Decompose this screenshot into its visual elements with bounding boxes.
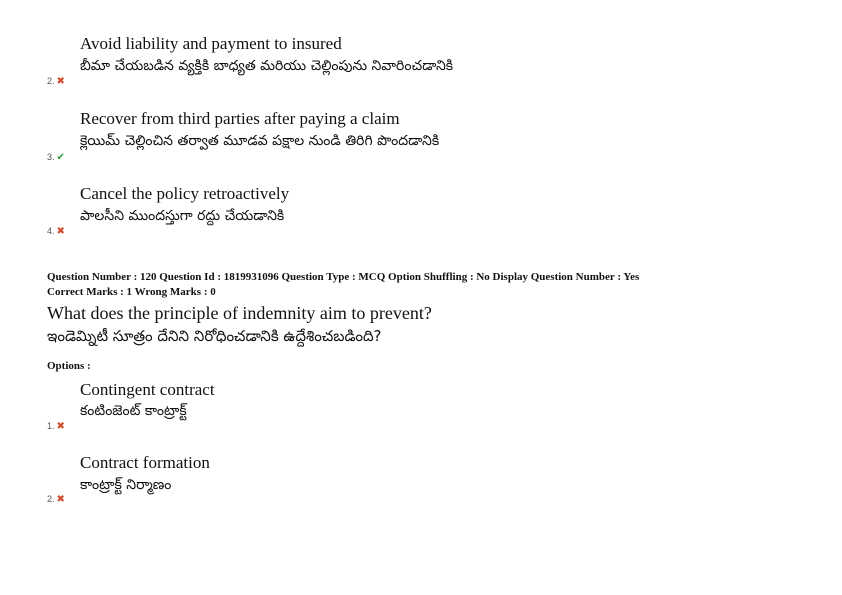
option-1-text-en: Contingent contract xyxy=(80,380,215,399)
options-label: Options : xyxy=(47,360,91,372)
option-2-text-te: కాంట్రాక్ట్ నిర్మాణం xyxy=(80,477,172,493)
question-text-en: What does the principle of indemnity aim to prevent? xyxy=(47,303,432,323)
option-3-text-te: క్లెయిమ్ చెల్లించిన తర్వాత మూడవ పక్షాల నుండి తిరిగి పొందడానికి xyxy=(80,133,440,149)
option-number: 1. xyxy=(47,421,55,431)
question-meta-line: Question Number : 120 Question Id : 1819931096 Question Type : MCQ Option Shuffling : No Display Question Number : Yes xyxy=(47,271,640,283)
question-text-te: ఇండెమ్నిటీ సూత్రం దేనిని నిరోధించడానికి ఉద్దేశించబడింది? xyxy=(47,327,382,345)
option-number: 3. xyxy=(47,152,55,162)
option-2-label xyxy=(47,76,65,87)
wrong-mark-icon: ✖ xyxy=(56,494,65,505)
option-2-label xyxy=(47,494,65,505)
option-1-label xyxy=(47,421,65,432)
option-2-text-en: Avoid liability and payment to insured xyxy=(80,34,342,53)
wrong-mark-icon: ✖ xyxy=(56,76,65,87)
option-number: 2. xyxy=(47,494,55,504)
option-4-text-te: పాలసీని ముందస్తుగా రద్దు చేయడానికి xyxy=(80,208,285,224)
wrong-mark-icon: ✖ xyxy=(56,226,65,237)
correct-mark-icon: ✔ xyxy=(56,152,65,163)
option-3-label xyxy=(47,152,65,163)
question-marks-line: Correct Marks : 1 Wrong Marks : 0 xyxy=(47,286,216,298)
wrong-mark-icon: ✖ xyxy=(56,421,65,432)
option-number: 2. xyxy=(47,76,55,86)
option-4-label xyxy=(47,226,65,237)
option-4-text-en: Cancel the policy retroactively xyxy=(80,184,290,203)
option-3-text-en: Recover from third parties after paying a claim xyxy=(80,109,400,128)
option-1-text-te: కంటింజెంట్ కాంట్రాక్ట్ xyxy=(80,403,187,419)
option-2-text-te: బీమా చేయబడిన వ్యక్తికి బాధ్యత మరియు చెల్లింపును నివారించడానికి xyxy=(80,58,454,74)
option-2-text-en: Contract formation xyxy=(80,453,210,472)
option-number: 4. xyxy=(47,226,55,236)
